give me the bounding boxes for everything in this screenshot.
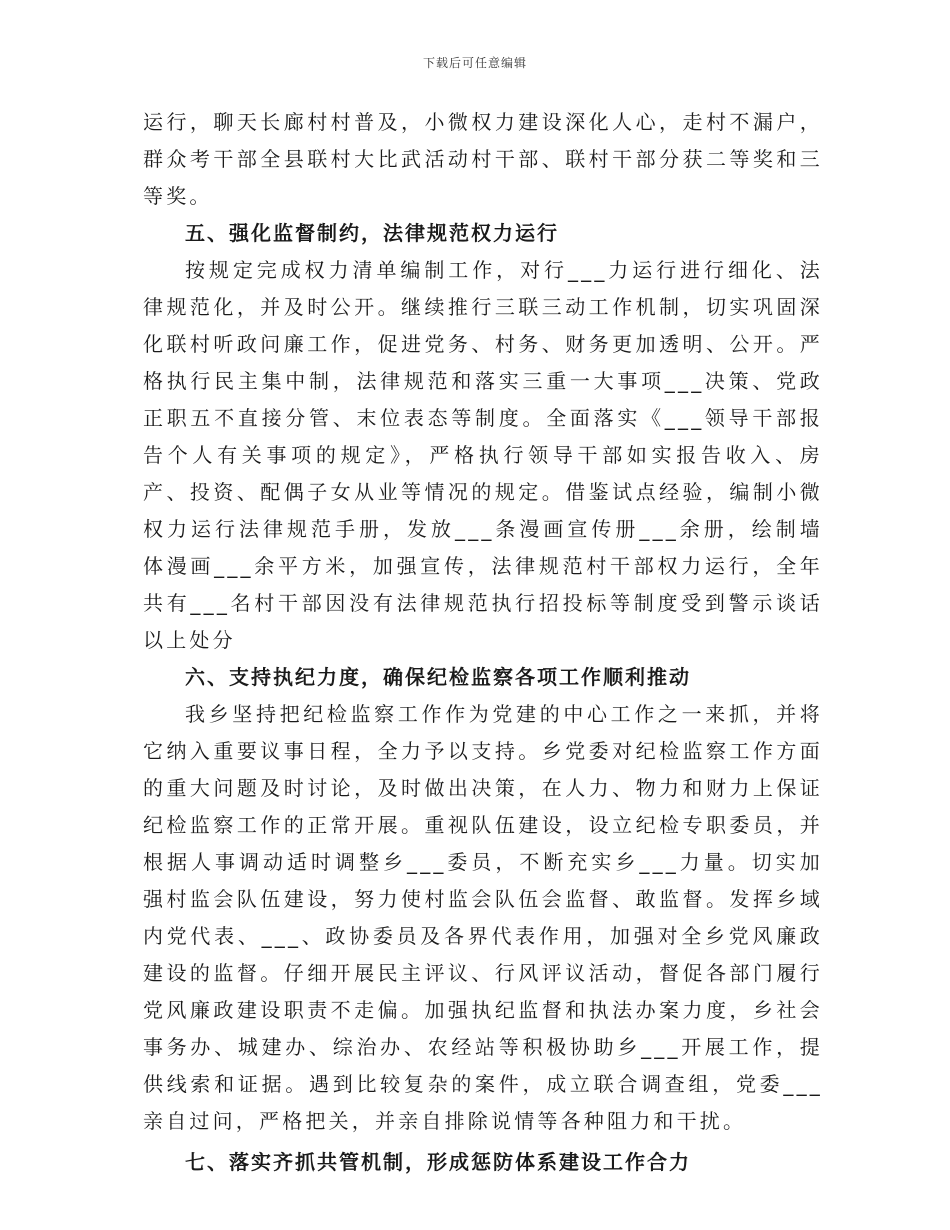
document-body (143, 104, 823, 1181)
section-5-paragraph: 按规定完成权力清单编制工作，对行___力运行进行细化、法律规范化，并及时公开。继续推行三联三动工作机制，切实巩固深化联村听政问廉工作，促进党务、村务、财务更加透明、公开。严格执行民主集中制，法律规范和落实三重一大事项___决策、党政正职五不直接分管、末位表态等制度。全面落实《___领导干部报告个人有关事项的规定》，严格执行领导干部如实报告收入、房产、投资、配偶子女从业等情况的规定。借鉴试点经验，编制小微权力运行法律规范手册，发放___条漫画宣传册___余册，绘制墙体漫画___余平方米，加强宣传，法律规范村干部权力运行，全年共有___名村干部因没有法律规范执行招投标等制度受到警示谈话以上处分 (143, 258, 823, 652)
section-5-heading: 五、强化监督制约，法律规范权力运行 (185, 221, 559, 245)
section-7-heading: 七、落实齐抓共管机制，形成惩防体系建设工作合力 (185, 1150, 691, 1174)
section-6-heading: 六、支持执纪力度，确保纪检监察各项工作顺利推动 (185, 665, 691, 689)
intro-paragraph: 运行，聊天长廊村村普及，小微权力建设深化人心，走村不漏户，群众考干部全县联村大比武活动村干部、联村干部分获二等奖和三等奖。 (143, 110, 823, 208)
section-6-paragraph: 我乡坚持把纪检监察工作作为党建的中心工作之一来抓，并将它纳入重要议事日程，全力予以支持。乡党委对纪检监察工作方面的重大问题及时讨论，及时做出决策，在人力、物力和财力上保证纪检监察工作的正常开展。重视队伍建设，设立纪检专职委员，并根据人事调动适时调整乡___委员，不断充实乡___力量。切实加强村监会队伍建设，努力使村监会队伍会监督、敢监督。发挥乡域内党代表、___、政协委员及各界代表作用，加强对全乡党风廉政建设的监督。仔细开展民主评议、行风评议活动，督促各部门履行党风廉政建设职责不走偏。加强执纪监督和执法办案力度，乡社会事务办、城建办、综治办、农经站等积极协助乡___开展工作，提供线索和证据。遇到比较复杂的案件，成立联合调查组，党委___亲自过问，严格把关，并亲自排除说情等各种阻力和干扰。 (143, 702, 823, 1133)
page-header-note: 下载后可任意编辑 (422, 56, 527, 70)
